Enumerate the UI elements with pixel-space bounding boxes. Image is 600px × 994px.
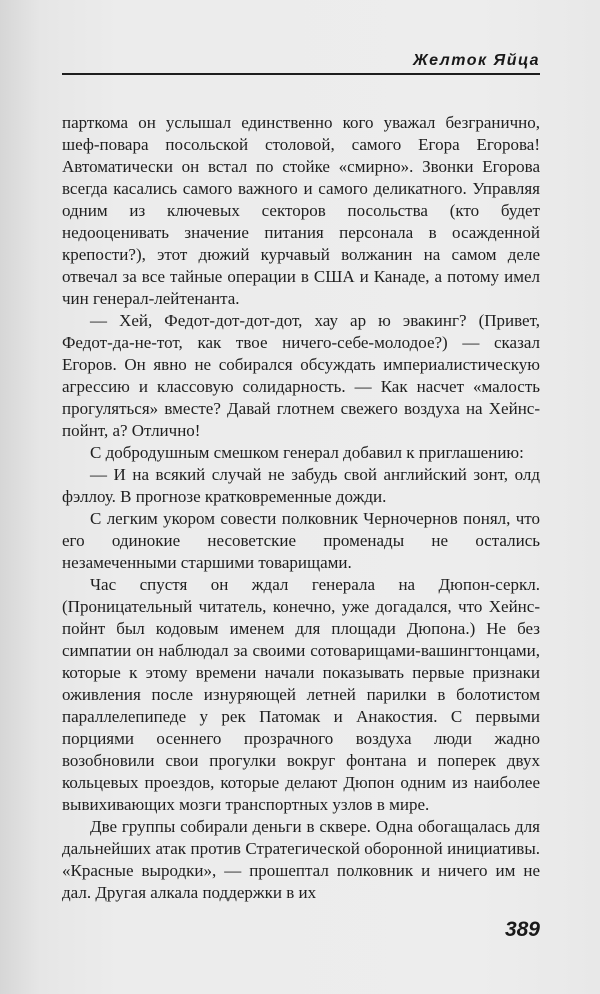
body-text <box>62 112 540 904</box>
paragraph-dialogue-egorov: — Хей, Федот-дот-дот-дот, хау ар ю эвакинг? (Привет, Федот-да-не-тот, как твое ничего-себе-молодое?) — сказал Егоров. Он явно не собирался обсуждать империалистическую агрессию и классовую солидарность. — Как насчет «малость прогуляться» вместе? Давай глотнем свежего воздуха на Хейнс-пойнт, а? Отлично! <box>62 311 540 440</box>
page-number: 389 <box>504 918 540 941</box>
paragraph-dupont-circle: Час спустя он ждал генерала на Дюпон-серкл. (Проницательный читатель, конечно, уже догадался, что Хейнс-пойнт был кодовым именем для площади Дюпона.) Не без симпатии он наблюдал за своими сотоварищами-вашингтонцами, которые к этому времени начали показывать первые признаки оживления после изнуряющей летней парилки в болотистом параллелепипеде у рек Патомак и Анакостия. С первыми порциями осеннего прозрачного воздуха люди жадно возобновили свои прогулки вокруг фонтана и поперек двух кольцевых проездов, которые делают Дюпон одним из наиболее вывихивающих мозги транспортных узлов в мире. <box>62 575 540 814</box>
paragraph-umbrella: — И на всякий случай не забудь свой английский зонт, олд фэллоу. В прогнозе кратковременные дожди. <box>62 465 540 506</box>
paragraph-two-groups: Две группы собирали деньги в сквере. Одна обогащалась для дальнейших атак против Стратегической оборонной инициативы. «Красные выродки», — прошептал полковник и ничего им не дал. Другая алкала поддержки в их <box>62 817 540 902</box>
header-rule <box>62 73 540 75</box>
paragraph-continued: парткома он услышал единственно кого уважал безгранично, шеф-повара посольской столовой, самого Егора Егорова! Автоматически он встал по стойке «смирно». Звонки Егорова всегда касались самого важного и самого деликатного. Управляя одним из ключевых секторов посольства (кто будет недооценивать значение питания персонала в осажденной крепости?), этот дюжий курчавый волжанин на самом деле отвечал за все тайные операции в США и Канаде, а потому имел чин генерал-лейтенанта. <box>62 113 540 308</box>
paragraph-conscience: С легким укором совести полковник Черночернов понял, что его одинокие несоветские променады не остались незамеченными старшими товарищами. <box>62 509 540 572</box>
paragraph-general-laugh: С добродушным смешком генерал добавил к приглашению: <box>90 443 524 462</box>
running-title: Желток Яйца <box>413 52 540 69</box>
